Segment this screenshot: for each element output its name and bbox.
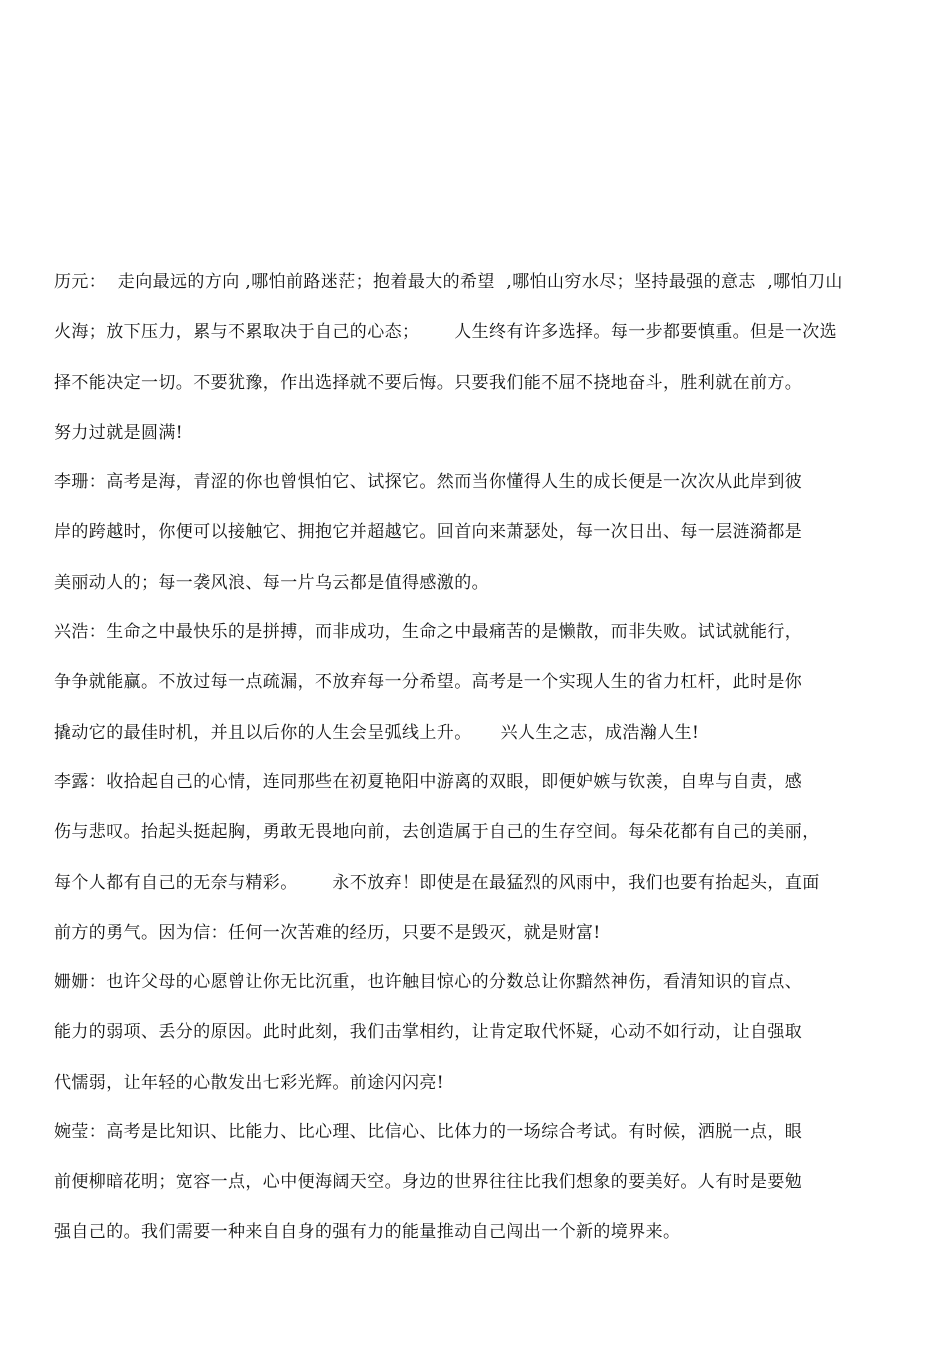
text-line: 兴浩：生命之中最快乐的是拼搏，而非成功，生命之中最痛苦的是懒散，而非失败。试试就能行， bbox=[54, 622, 803, 642]
text-line: 历元： 走向最远的方向 ,哪怕前路迷茫；抱着最大的希望 ,哪怕山穷水尽；坚持最强的意志 ,哪怕刀山 bbox=[54, 272, 843, 292]
text-line: 美丽动人的；每一袭风浪、每一片乌云都是值得感激的。 bbox=[54, 573, 489, 593]
text-line: 强自己的。我们需要一种来自自身的强有力的能量推动自己闯出一个新的境界来。 bbox=[54, 1222, 681, 1242]
text-line: 每个人都有自己的无奈与精彩。 永不放弃！即使是在最猛烈的风雨中，我们也要有抬起头，直面 bbox=[54, 873, 820, 893]
text-line: 姗姗：也许父母的心愿曾让你无比沉重，也许触目惊心的分数总让你黯然神伤，看清知识的盲点、 bbox=[54, 972, 803, 992]
text-line: 火海；放下压力，累与不累取决于自己的心态； 人生终有许多选择。每一步都要慎重。但是一次选 bbox=[54, 322, 838, 342]
text-line: 能力的弱项、丢分的原因。此时此刻，我们击掌相约，让肯定取代怀疑，心动不如行动，让自强取 bbox=[54, 1022, 803, 1042]
text-line: 代懦弱，让年轻的心散发出七彩光辉。前途闪闪亮! bbox=[54, 1073, 445, 1093]
text-line: 李露：收拾起自己的心情，连同那些在初夏艳阳中游离的双眼，即便妒嫉与钦羡，自卑与自责，感 bbox=[54, 772, 803, 792]
text-line: 争争就能赢。不放过每一点疏漏，不放弃每一分希望。高考是一个实现人生的省力杠杆，此时是你 bbox=[54, 672, 803, 692]
text-line: 择不能决定一切。不要犹豫，作出选择就不要后悔。只要我们能不屈不挠地奋斗，胜利就在前方。 bbox=[54, 373, 803, 393]
text-line: 岸的跨越时，你便可以接触它、拥抱它并超越它。回首向来萧瑟处，每一次日出、每一层涟漪都是 bbox=[54, 522, 803, 542]
text-line: 前便柳暗花明；宽容一点，心中便海阔天空。身边的世界往往比我们想象的要美好。人有时是要勉 bbox=[54, 1172, 803, 1192]
text-line: 撬动它的最佳时机，并且以后你的人生会呈弧线上升。 兴人生之志，成浩瀚人生! bbox=[54, 723, 700, 743]
text-line: 李珊：高考是海，青涩的你也曾惧怕它、试探它。然而当你懂得人生的成长便是一次次从此岸到彼 bbox=[54, 472, 803, 492]
text-line: 婉莹：高考是比知识、比能力、比心理、比信心、比体力的一场综合考试。有时候，洒脱一点，眼 bbox=[54, 1122, 803, 1142]
text-line: 前方的勇气。因为信：任何一次苦难的经历，只要不是毁灭，就是财富! bbox=[54, 923, 601, 943]
text-line: 伤与悲叹。抬起头挺起胸，勇敢无畏地向前，去创造属于自己的生存空间。每朵花都有自己的美丽， bbox=[54, 822, 820, 842]
text-line: 努力过就是圆满! bbox=[54, 423, 184, 443]
